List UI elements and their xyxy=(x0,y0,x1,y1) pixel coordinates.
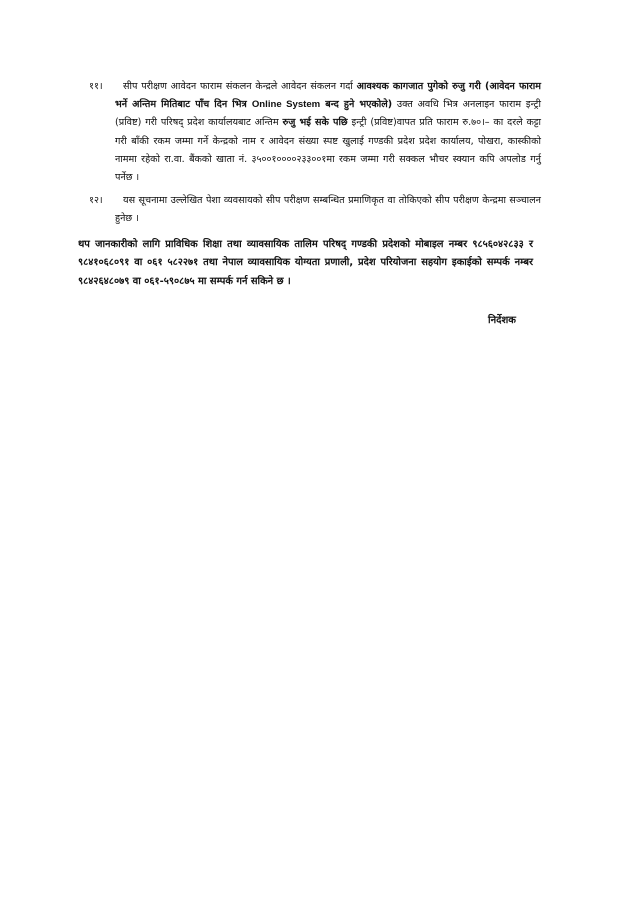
contact-info-paragraph: थप जानकारीको लागि प्राविधिक शिक्षा तथा व्यावसायिक तालिम परिषद् गण्डकी प्रदेशको मोबाइल नम्बर ९८५६०४२८३३ र ९८४१०६८०९१ वा ०६१ ५८२२७१ तथा नेपाल व्यावसायिक योग्यता प्रणाली, प्रदेश परियोजना सहयोग इकाईको सम्पर्क नम्बर ९८४२६४८०७९ वा ०६१-५९०८७५ मा सम्पर्क गर्न सकिने छ । xyxy=(78,239,533,287)
item-text-segment: Online System xyxy=(251,99,321,111)
item-body xyxy=(115,192,541,228)
item-text-segment: सीप परीक्षण आवेदन फाराम संकलन केन्द्रले आवेदन संकलन गर्दा xyxy=(123,81,357,92)
item-number: १२। xyxy=(89,195,103,206)
list-item-11 xyxy=(89,78,541,187)
item-text-segment: बन्द हुने भएकोले) xyxy=(320,99,393,111)
item-text-segment: उक्त अवधि भित्र अनलाइन फाराम इन्ट्री (प्रविष्ट) गरी परिषद् प्रदेश कार्यालयबाट अन्तिम xyxy=(115,99,541,129)
item-number: ११। xyxy=(89,81,103,92)
signature-title: निर्देशक xyxy=(488,315,516,326)
item-text-segment: रुजु भई सके पछि xyxy=(282,117,348,129)
list-item-12 xyxy=(89,192,541,228)
item-body xyxy=(115,78,541,187)
item-text-segment: आवश्यक कागजात पुगेको रुजु गरी (आवेदन फाराम भर्ने अन्तिम मितिबाट पाँच दिन भित्र xyxy=(115,81,541,111)
item-text-segment: यस सूचनामा उल्लेखित पेशा व्यवसायको सीप परीक्षण सम्बन्धित प्रमाणिकृत वा तोकिएको सीप परीक्षण केन्द्रमा सञ्चालन हुनेछ । xyxy=(115,195,541,225)
item-text-segment: इन्ट्री (प्रविष्ट)वापत प्रति फाराम रु.७०।– का दरले कट्टा गरी बाँकी रकम जम्मा गर्ने केन्द्रको नाम र आवेदन संख्या स्पष्ट खुलाई गण्डकी प्रदेश प्रदेश कार्यालय, पोखरा, कास्कीको नाममा रहेको रा.वा. बैंकको खाता नं. ३५००१००००२३३००१मा रकम जम्मा गरी सक्कल भौचर स्क्यान कपि अपलोड गर्नु पर्नेछ । xyxy=(115,117,541,184)
